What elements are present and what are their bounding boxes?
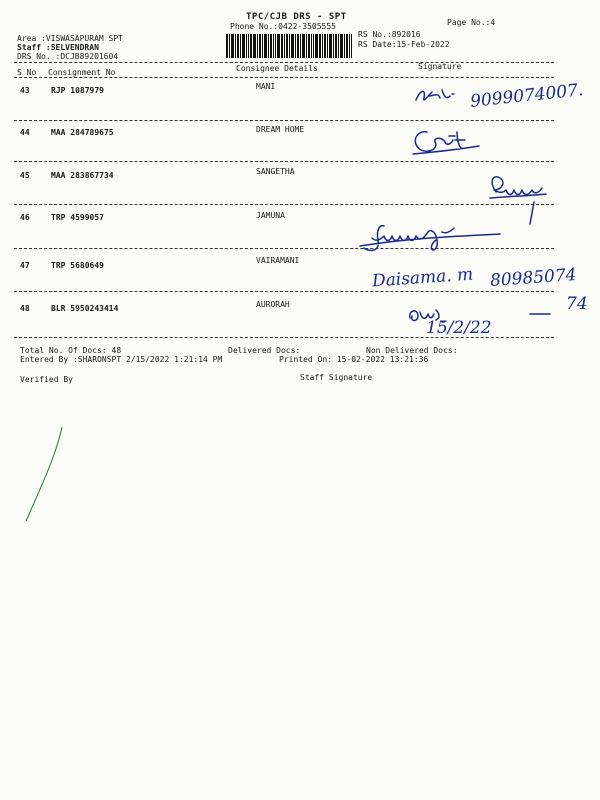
rs-number: RS No.:892016 xyxy=(358,30,421,39)
printed-on: Printed On: 15-02-2022 13:21:36 xyxy=(279,355,429,364)
signature-row-46 xyxy=(350,218,510,258)
row-sno: 44 xyxy=(20,128,30,137)
page-number: Page No.:4 xyxy=(447,18,496,27)
verified-by: Verified By xyxy=(20,375,73,384)
row-consignee: SANGETHA xyxy=(256,167,295,176)
col-consignment: Consignment No xyxy=(48,68,116,77)
row-consignment: MAA 283867734 xyxy=(51,171,114,180)
row-consignee: MANI xyxy=(256,82,276,91)
row-divider xyxy=(14,161,554,162)
row-consignment: TRP 4599057 xyxy=(51,213,104,222)
delivered-docs: Delivered Docs: xyxy=(228,346,301,355)
signature-row-43 xyxy=(410,82,470,112)
header-rule-top xyxy=(14,62,554,63)
row-divider xyxy=(14,291,554,292)
pen-mark xyxy=(22,425,72,525)
row-consignee: JAMUNA xyxy=(256,211,285,220)
row-consignee: VAIRAMANI xyxy=(256,256,300,265)
barcode xyxy=(226,34,352,58)
document-title: TPC/CJB DRS - SPT xyxy=(246,12,347,22)
handwritten-phone-tail-row-47: 74 xyxy=(566,294,588,314)
row-sno: 46 xyxy=(20,213,30,222)
row-consignment: MAA 284789675 xyxy=(51,128,114,137)
staff-signature: Staff Signature xyxy=(300,373,373,382)
rs-date: RS Date:15-Feb-2022 xyxy=(358,40,450,49)
row-divider xyxy=(14,120,554,121)
row-consignee: DREAM HOME xyxy=(256,125,305,134)
non-delivered-docs: Non Delivered Docs: xyxy=(366,346,458,355)
row-sno: 45 xyxy=(20,171,30,180)
phone-number: Phone No.:0422-3505555 xyxy=(230,22,336,31)
col-sno: S No xyxy=(17,68,37,77)
col-signature: Signature xyxy=(418,62,462,71)
signature-row-44 xyxy=(405,122,485,160)
area-label: Area :VISWASAPURAM SPT xyxy=(17,34,123,43)
row-sno: 43 xyxy=(20,86,30,95)
total-docs: Total No. Of Docs: 48 xyxy=(20,346,122,355)
row-sno: 47 xyxy=(20,261,30,270)
staff-label: Staff :SELVENDRAN xyxy=(17,43,99,52)
drs-number: DRS No. :DCJB89201604 xyxy=(17,52,119,61)
row-consignment: BLR 5950243414 xyxy=(51,304,119,313)
dash-mark xyxy=(520,296,570,326)
entered-by: Entered By :SHARONSPT 2/15/2022 1:21:14 PM xyxy=(20,355,223,364)
row-divider xyxy=(14,204,554,205)
row-sno: 48 xyxy=(20,304,30,313)
handwritten-date-row-48: 15/2/22 xyxy=(426,318,492,338)
handwritten-name-row-47: Daisama. m xyxy=(371,264,474,292)
row-consignment: TRP 5680649 xyxy=(51,261,104,270)
header-rule-bottom xyxy=(14,77,554,78)
row-consignee: AURORAH xyxy=(256,300,290,309)
col-consignee: Consignee Details xyxy=(236,64,318,73)
handwritten-phone-row-43: 9099074007. xyxy=(469,80,585,112)
row-consignment: RJP 1087979 xyxy=(51,86,104,95)
handwritten-phone-row-47: 80985074 xyxy=(489,265,578,291)
